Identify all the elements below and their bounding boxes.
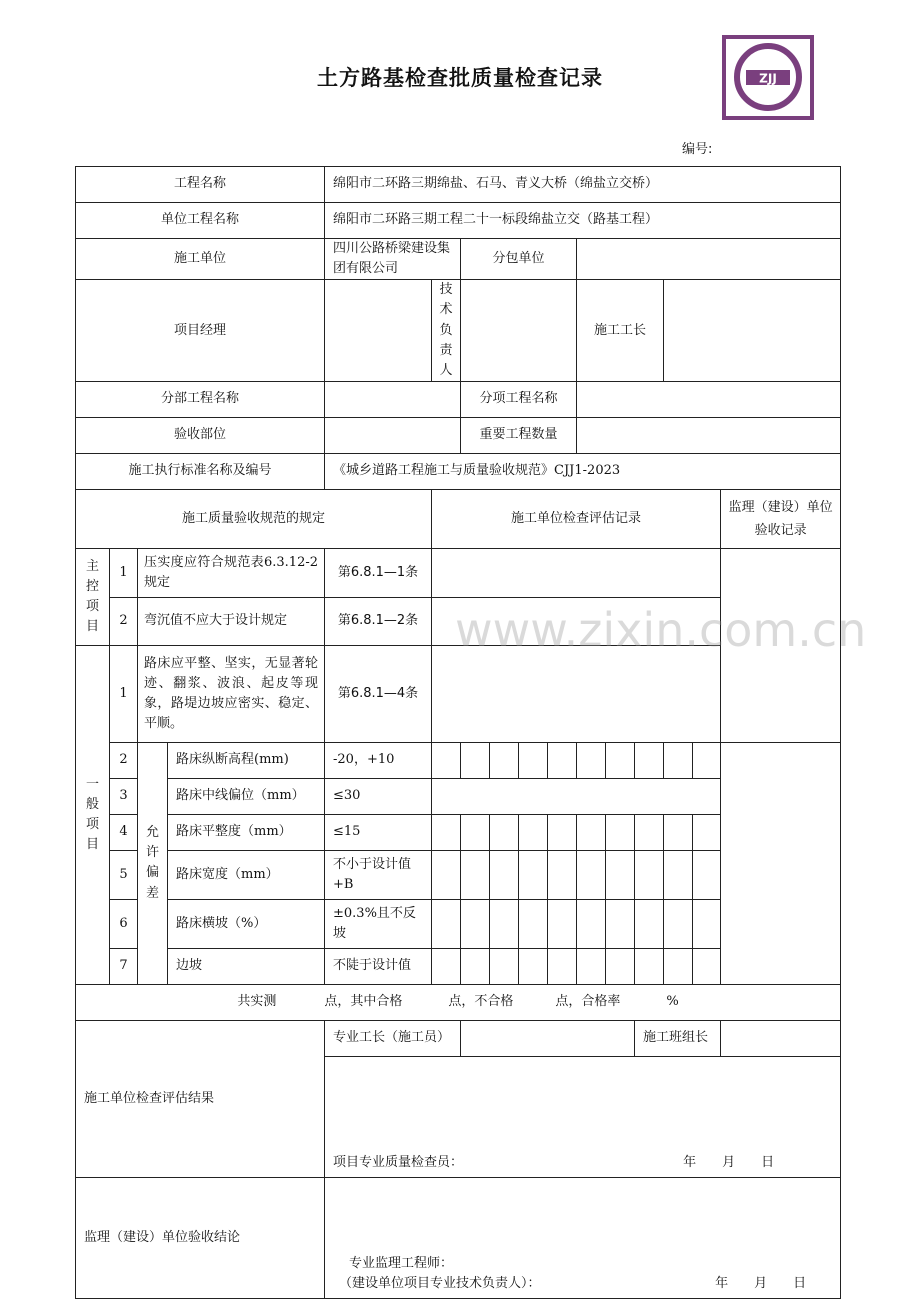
general-item-5-name: 路床宽度（mm）	[168, 850, 325, 899]
inspection-form	[75, 166, 841, 1299]
measure-cell[interactable]	[606, 742, 635, 778]
measure-cell[interactable]	[664, 899, 693, 948]
general-items-label: 一般项目	[76, 645, 110, 984]
measure-cell[interactable]	[461, 742, 490, 778]
conclusion-area[interactable]	[325, 1177, 841, 1298]
tech-lead-value[interactable]	[461, 280, 577, 382]
measure-cell[interactable]	[635, 742, 664, 778]
main-item-1-clause: 第6.8.1—1条	[325, 548, 432, 597]
quantity-label: 重要工程数量	[461, 417, 577, 453]
watermark: www.zixin.com.cn	[455, 603, 867, 657]
tech-lead-label: 技术负责人	[432, 280, 461, 382]
main-item-1-text: 压实度应符合规范表6.3.12-2规定	[138, 548, 325, 597]
contractor-label: 施工单位	[76, 239, 325, 280]
general-item-4-no: 4	[110, 814, 138, 850]
measure-cell[interactable]	[606, 850, 635, 899]
measure-cell[interactable]	[548, 948, 577, 984]
general-item-2-value: -20，+10	[325, 742, 432, 778]
measure-cell[interactable]	[432, 850, 461, 899]
measure-cell[interactable]	[519, 899, 548, 948]
company-logo	[722, 35, 814, 120]
measure-cell[interactable]	[693, 948, 721, 984]
main-items-label: 主控项目	[76, 548, 110, 645]
main-item-1-record[interactable]	[432, 548, 721, 597]
measure-cell[interactable]	[519, 814, 548, 850]
eval-label: 施工单位检查评估结果	[76, 1020, 325, 1177]
general-item-2-no: 2	[110, 742, 138, 778]
measure-cell[interactable]	[490, 899, 519, 948]
page-title: 土方路基检查批质量检查记录	[317, 66, 603, 90]
standard-value[interactable]: 《城乡道路工程施工与质量验收规范》CJJ1-2023	[325, 453, 841, 489]
measure-cell[interactable]	[461, 814, 490, 850]
measure-cell[interactable]	[432, 899, 461, 948]
general-item-4-name: 路床平整度（mm）	[168, 814, 325, 850]
general-item-7-value: 不陡于设计值	[325, 948, 432, 984]
general-item-3-no: 3	[110, 778, 138, 814]
general-item-6-no: 6	[110, 899, 138, 948]
measure-cell[interactable]	[693, 742, 721, 778]
measure-cell[interactable]	[693, 899, 721, 948]
measure-cell[interactable]	[577, 742, 606, 778]
accept-part-value[interactable]	[325, 417, 461, 453]
general-item-1-record[interactable]	[432, 645, 721, 742]
check-record-header: 施工单位检查评估记录	[432, 489, 721, 548]
general-item-6-name: 路床横坡（%）	[168, 899, 325, 948]
measure-cell[interactable]	[664, 850, 693, 899]
measure-cell[interactable]	[664, 814, 693, 850]
measure-cell[interactable]	[693, 850, 721, 899]
main-item-2-text: 弯沉值不应大于设计规定	[138, 597, 325, 645]
foreman-value[interactable]	[664, 280, 841, 382]
project-manager-label: 项目经理	[76, 280, 325, 382]
measure-cell[interactable]	[606, 814, 635, 850]
eval-foreman-label: 专业工长（施工员）	[325, 1020, 461, 1056]
division-label: 分部工程名称	[76, 381, 325, 417]
general-item-2-name: 路床纵断高程(mm)	[168, 742, 325, 778]
subcontractor-value[interactable]	[577, 239, 841, 280]
general-item-4-value: ≤15	[325, 814, 432, 850]
measure-cell[interactable]	[519, 850, 548, 899]
measure-cell[interactable]	[577, 948, 606, 984]
measure-cell[interactable]	[432, 948, 461, 984]
measure-cell[interactable]	[693, 814, 721, 850]
eval-inspector-label: 项目专业质量检查员：	[333, 1154, 464, 1170]
division-value[interactable]	[325, 381, 461, 417]
measure-cell[interactable]	[548, 742, 577, 778]
subitem-label: 分项工程名称	[461, 381, 577, 417]
summary-row	[76, 984, 841, 1020]
main-item-2-record[interactable]	[432, 597, 721, 645]
measure-cell[interactable]	[548, 814, 577, 850]
subcontractor-label: 分包单位	[461, 239, 577, 280]
measure-cell[interactable]	[432, 742, 461, 778]
summary-total-label: 共实测	[237, 994, 277, 1010]
conclusion-label: 监理（建设）单位验收结论	[76, 1177, 325, 1298]
general-items-supervision-record[interactable]	[721, 742, 841, 984]
eval-foreman-value[interactable]	[461, 1020, 635, 1056]
measure-cell[interactable]	[461, 948, 490, 984]
main-item-1-no: 1	[110, 548, 138, 597]
supervision-record-header: 监理（建设）单位验收记录	[721, 489, 841, 548]
measure-cell[interactable]	[635, 948, 664, 984]
serial-number-label: 编号:	[682, 142, 713, 157]
measure-cell[interactable]	[635, 899, 664, 948]
unit-project-label: 单位工程名称	[76, 203, 325, 239]
accept-part-label: 验收部位	[76, 417, 325, 453]
measure-cell[interactable]	[606, 899, 635, 948]
measure-cell[interactable]	[664, 742, 693, 778]
general-item-5-value: 不小于设计值+B	[325, 850, 432, 899]
spec-header: 施工质量验收规范的规定	[76, 489, 432, 548]
unit-project-value[interactable]: 绵阳市二环路三期工程二十一标段绵盐立交（路基工程）	[325, 203, 841, 239]
foreman-label: 施工工长	[577, 280, 664, 382]
project-name-label: 工程名称	[76, 167, 325, 203]
subitem-value[interactable]	[577, 381, 841, 417]
eval-team-label: 施工班组长	[635, 1020, 721, 1056]
eval-date: 年 月 日	[683, 1154, 775, 1170]
measure-cell[interactable]	[577, 850, 606, 899]
main-items-supervision-record[interactable]	[721, 548, 841, 742]
measure-cell[interactable]	[490, 948, 519, 984]
measure-cell[interactable]	[548, 850, 577, 899]
summary-fail-label: 点，不合格	[448, 994, 514, 1010]
measure-cell[interactable]	[461, 899, 490, 948]
general-item-1-no: 1	[110, 645, 138, 742]
measure-cell[interactable]	[519, 948, 548, 984]
svg-text:ZJJ: ZJJ	[759, 71, 777, 86]
summary-rate-label: 点，合格率	[555, 994, 621, 1010]
general-item-7-name: 边坡	[168, 948, 325, 984]
eval-result-area[interactable]	[325, 1056, 841, 1177]
measure-cell[interactable]	[490, 814, 519, 850]
measure-cell[interactable]	[664, 948, 693, 984]
general-item-1-clause: 第6.8.1—4条	[325, 645, 432, 742]
general-item-3-value: ≤30	[325, 778, 432, 814]
quantity-value[interactable]	[577, 417, 841, 453]
project-manager-value[interactable]	[325, 280, 432, 382]
summary-pass-label: 点，其中合格	[324, 994, 403, 1010]
eval-team-value[interactable]	[721, 1020, 841, 1056]
measure-cell[interactable]	[490, 742, 519, 778]
measure-cell[interactable]	[548, 899, 577, 948]
general-item-6-value: ±0.3%且不反坡	[325, 899, 432, 948]
measure-cell[interactable]	[577, 814, 606, 850]
general-item-3-record[interactable]	[432, 778, 721, 814]
measure-cell[interactable]	[635, 814, 664, 850]
measure-cell[interactable]	[490, 850, 519, 899]
summary-percent-sign: %	[666, 994, 679, 1010]
main-item-2-clause: 第6.8.1—2条	[325, 597, 432, 645]
measure-cell[interactable]	[606, 948, 635, 984]
general-item-3-name: 路床中线偏位（mm）	[168, 778, 325, 814]
conclusion-engineer-label: 专业监理工程师：	[349, 1255, 454, 1271]
measure-cell[interactable]	[635, 850, 664, 899]
measure-cell[interactable]	[461, 850, 490, 899]
measure-cell[interactable]	[519, 742, 548, 778]
tolerance-label: 允许偏差	[138, 742, 168, 984]
standard-label: 施工执行标准名称及编号	[76, 453, 325, 489]
general-item-5-no: 5	[110, 850, 138, 899]
main-item-2-no: 2	[110, 597, 138, 645]
general-item-7-no: 7	[110, 948, 138, 984]
measure-cell[interactable]	[577, 899, 606, 948]
conclusion-owner-label: （建设单位项目专业技术负责人）：	[339, 1275, 541, 1291]
general-item-1-text: 路床应平整、坚实，无显著轮迹、翻浆、波浪、起皮等现象，路堤边坡应密实、稳定、平顺。	[138, 645, 325, 742]
project-name-value[interactable]: 绵阳市二环路三期绵盐、石马、青义大桥（绵盐立交桥）	[325, 167, 841, 203]
contractor-value[interactable]: 四川公路桥梁建设集团有限公司	[325, 239, 461, 280]
conclusion-date: 年 月 日	[715, 1275, 807, 1291]
measure-cell[interactable]	[432, 814, 461, 850]
